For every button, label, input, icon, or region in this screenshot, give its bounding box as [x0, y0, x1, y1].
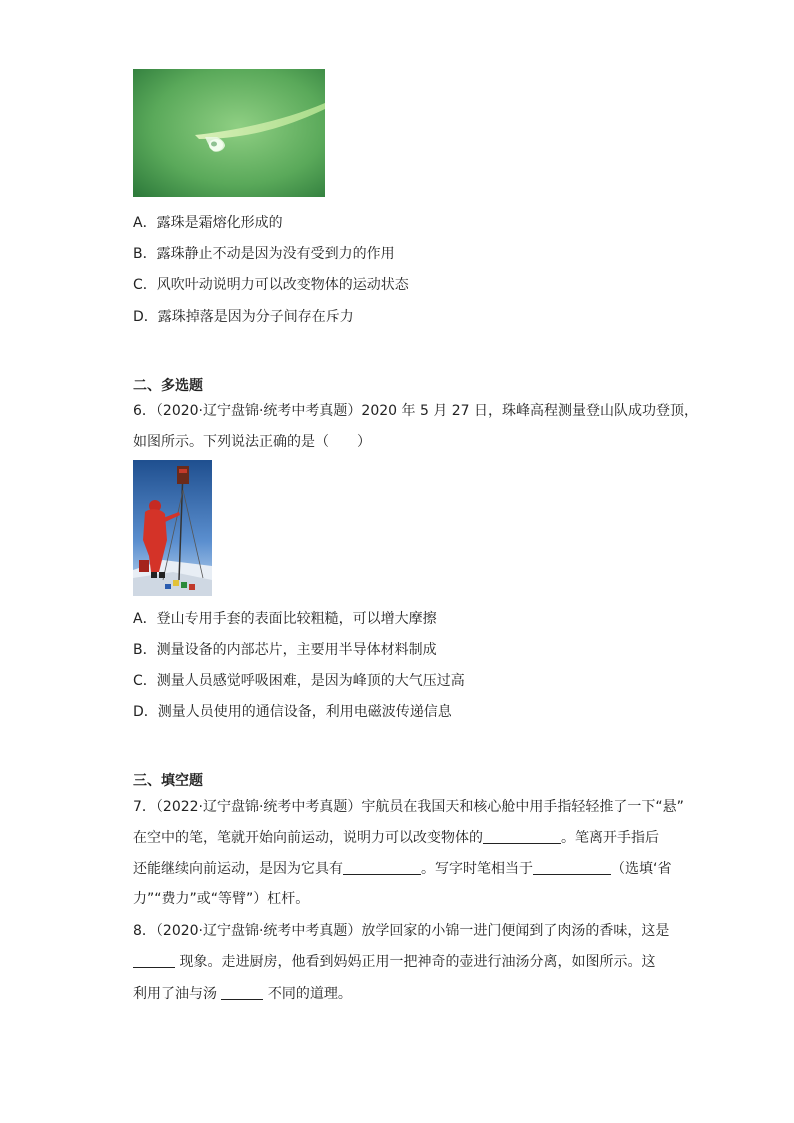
q7-stem-line-1: 7．（2022·辽宁盘锦·统考中考真题）宇航员在我国天和核心舱中用手指轻轻推了一下“悬”: [133, 799, 684, 815]
q8-line3-text-b: 不同的道理。: [267, 986, 352, 1002]
q6-option-a: A．登山专用手套的表面比较粗糙，可以增大摩擦: [133, 611, 437, 627]
q6-stem-line-1: 6．（2020·辽宁盘锦·统考中考真题）2020 年 5 月 27 日，珠峰高程测量登山队成功登顶，: [133, 403, 699, 419]
q5-option-c: C．风吹叶动说明力可以改变物体的运动状态: [133, 277, 409, 293]
section-multiple-choice-heading: 二、多选题: [133, 378, 203, 394]
q6-option-c: C．测量人员感觉呼吸困难，是因为峰顶的大气压过高: [133, 673, 465, 689]
q8-stem-line-3: [133, 983, 352, 1003]
q7-answer-blank-2[interactable]: [343, 860, 421, 875]
q5-option-d: D．露珠掉落是因为分子间存在斥力: [133, 309, 354, 325]
q8-line2-text: 现象。走进厨房，他看到妈妈正用一把神奇的壶进行油汤分离，如图所示。这: [179, 954, 656, 970]
q7-answer-blank-1[interactable]: [483, 829, 561, 844]
dew-drop-leaf-image: [133, 69, 325, 197]
q6-stem-line-2: 如图所示。下列说法正确的是（ ）: [133, 434, 371, 450]
q7-stem-line-3: [133, 858, 671, 878]
q8-answer-blank-2[interactable]: [221, 985, 263, 1000]
q8-line3-text-a: 利用了油与汤: [133, 986, 217, 1002]
q5-option-a: A．露珠是霜熔化形成的: [133, 215, 283, 231]
q7-line3-text-c: （选填‘省: [611, 861, 672, 877]
q8-stem-line-1: 8．（2020·辽宁盘锦·统考中考真题）放学回家的小锦一进门便闻到了肉汤的香味，这是: [133, 923, 670, 939]
q6-option-b: B．测量设备的内部芯片，主要用半导体材料制成: [133, 642, 437, 658]
q7-stem-line-4: 力”“费力”或“等臂”）杠杆。: [133, 891, 310, 907]
q7-line2-text-a: 在空中的笔，笔就开始向前运动，说明力可以改变物体的: [133, 830, 483, 846]
q5-option-b: B．露珠静止不动是因为没有受到力的作用: [133, 246, 395, 262]
q8-answer-blank-1[interactable]: [133, 953, 175, 968]
summit-climber-image: [133, 460, 212, 596]
q8-stem-line-2: [133, 951, 655, 971]
section-fill-blank-heading: 三、填空题: [133, 773, 203, 789]
q7-line2-text-b: 。笔离开手指后: [561, 830, 659, 846]
q7-line3-text-a: 还能继续向前运动，是因为它具有: [133, 861, 343, 877]
q7-line3-text-b: 。写字时笔相当于: [421, 861, 533, 877]
q6-option-d: D．测量人员使用的通信设备，利用电磁波传递信息: [133, 704, 452, 720]
q7-stem-line-2: [133, 827, 659, 847]
q7-answer-blank-3[interactable]: [533, 860, 611, 875]
